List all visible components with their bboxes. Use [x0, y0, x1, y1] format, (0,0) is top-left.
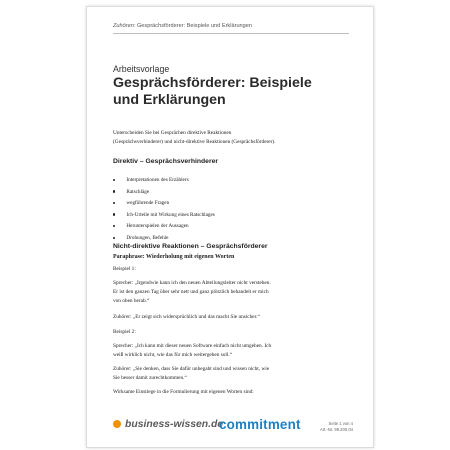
directive-list — [113, 175, 353, 245]
document-page — [86, 6, 374, 448]
intro-line-1: Unterscheiden Sie bei Gesprächen direktive Reaktionen — [113, 130, 232, 136]
bullet-icon — [113, 225, 115, 227]
section-subheading-paraphrase: Paraphrase: Wiederholung mit eigenen Worten — [113, 254, 235, 260]
list-item: Interpretationen des Erzählers — [113, 175, 353, 187]
page-number: Seite 1 von 4 — [328, 421, 353, 426]
page-info — [320, 421, 353, 433]
header-topic: Gesprächsförderer: Beispiele und Erklärungen — [136, 23, 252, 29]
bullet-icon — [113, 202, 115, 204]
list-item: Ich-Urteile mit Wirkung eines Ratschlages — [113, 210, 353, 222]
bullet-icon — [113, 179, 115, 181]
document-kicker: Arbeitsvorlage — [113, 64, 170, 74]
example-1-label: Beispiel 1: — [113, 266, 136, 272]
bullet-icon — [113, 213, 115, 215]
list-item: Ratschläge — [113, 187, 353, 199]
title-line-1: Gesprächsförderer: Beispiele — [113, 75, 312, 91]
intro-paragraph — [113, 129, 353, 147]
running-header — [113, 23, 349, 34]
closing-sentence: Wirksame Einstiege in die Formulierung mit eigenen Worten sind: — [113, 389, 254, 395]
commitment-logo: commitment — [219, 417, 301, 432]
business-wissen-logo: business-wissen.de — [113, 419, 223, 430]
example-1-listener: Zuhörer: „Er zeigt sich widersprüchlich und das macht Sie unsicher.“ — [113, 314, 260, 320]
header-label: Zuhören: — [113, 23, 136, 29]
bullet-icon — [113, 190, 115, 192]
page-title — [113, 75, 363, 108]
list-item: Drohungen, Befehle — [113, 233, 353, 245]
example-1-speaker: Sprecher: „Irgendwie kann ich den neuen Abteilungsleiter nicht verstehen. Er ist den ganzen Tag über sehr nett und ganz plötzlich behandelt er mich von oben herab.“ — [113, 280, 271, 304]
section-heading-nondirective: Nicht-direktive Reaktionen – Gesprächsförderer — [113, 243, 268, 250]
page-footer — [113, 419, 353, 439]
list-item: Herunterspielen der Aussagen — [113, 221, 353, 233]
example-2-label: Beispiel 2: — [113, 329, 136, 335]
article-number: Art.-Nr. 99.200.04 — [319, 427, 353, 432]
bullet-icon — [113, 237, 115, 239]
orange-dot-icon — [113, 420, 121, 428]
example-2-speaker: Sprecher: „Ich kann mit dieser neuen Software einfach nicht umgehen. Ich weiß wirklich nicht, wie das für mich weitergehen soll.“ — [113, 343, 272, 358]
example-2-listener: Zuhörer: „Sie denken, dass Sie dafür unbegabt sind und wissen nicht, wie Sie besser damit zurechtkommen.“ — [113, 366, 270, 381]
title-line-2: und Erklärungen — [113, 91, 226, 108]
section-heading-directive: Direktiv – Gesprächsverhinderer — [113, 158, 219, 165]
list-item: wegführende Fragen — [113, 198, 353, 210]
intro-line-2: (Gesprächsverhinderer) und nicht-direktive Reaktionen (Gesprächsförderer). — [113, 139, 276, 145]
